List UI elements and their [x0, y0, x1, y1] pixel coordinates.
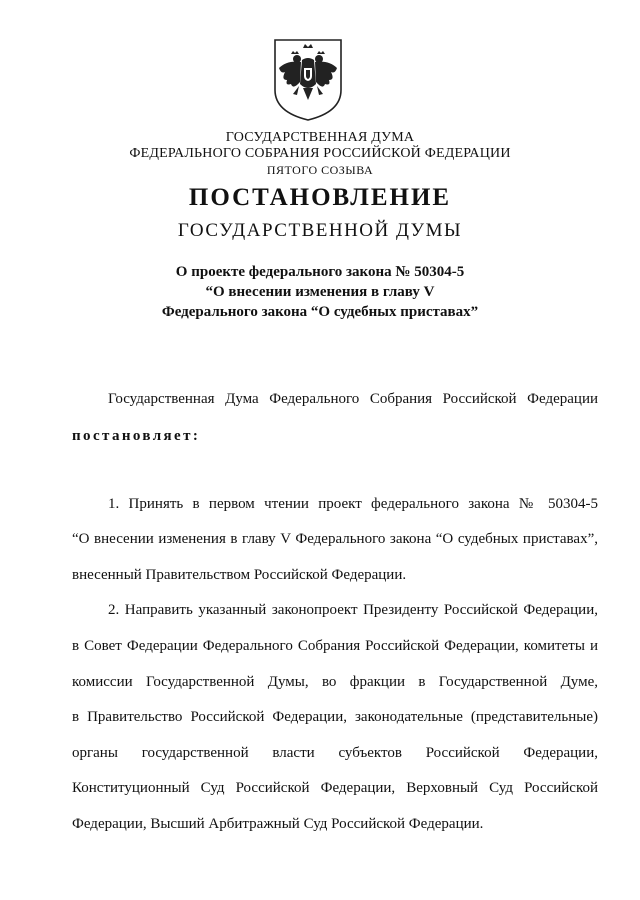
- org-line-duma: ГОСУДАРСТВЕННАЯ ДУМА: [225, 130, 415, 145]
- document-issuer: ГОСУДАРСТВЕННОЙ ДУМЫ: [177, 220, 463, 241]
- item-1-line-1: 1. Принять в первом чтении проект федерального закона № 50304-5: [108, 496, 598, 512]
- item-2-line-1: 2. Направить указанный законопроект Президенту Российской Федерации,: [108, 602, 598, 618]
- item-1-line-2: “О внесении изменения в главу V Федерального закона “О судебных приставах”,: [72, 531, 598, 547]
- item-2-line-5: органы государственной власти субъектов Российской Федерации,: [72, 745, 598, 761]
- preamble-line: Государственная Дума Федерального Собрания Российской Федерации: [108, 391, 598, 407]
- item-2-line-3: комиссии Государственной Думы, во фракции в Государственной Думе,: [72, 674, 598, 690]
- subject-line-3: Федерального закона “О судебных приставах”: [161, 304, 479, 320]
- item-2-line-6: Конституционный Суд Российской Федерации, Верховный Суд Российской: [72, 780, 598, 796]
- decides-word: постановляет:: [72, 428, 201, 444]
- double-headed-eagle-icon: [273, 38, 343, 122]
- item-2-line-4: в Правительство Российской Федерации, законодательные (представительные): [72, 709, 598, 725]
- item-2-line-7: Федерации, Высший Арбитражный Суд Российской Федерации.: [72, 816, 484, 832]
- item-2-line-2: в Совет Федерации Федерального Собрания Российской Федерации, комитеты и: [72, 638, 598, 654]
- item-1-line-3: внесенный Правительством Российской Федерации.: [72, 567, 407, 583]
- subject-line-2: “О внесении изменения в главу V: [205, 284, 435, 300]
- document-type-title: ПОСТАНОВЛЕНИЕ: [188, 184, 452, 211]
- subject-line-1: О проекте федерального закона № 50304-5: [175, 264, 465, 280]
- state-emblem: [273, 38, 343, 122]
- org-line-federal-assembly: ФЕДЕРАЛЬНОГО СОБРАНИЯ РОССИЙСКОЙ ФЕДЕРАЦИИ: [129, 146, 511, 161]
- org-line-convocation: ПЯТОГО СОЗЫВА: [266, 163, 374, 177]
